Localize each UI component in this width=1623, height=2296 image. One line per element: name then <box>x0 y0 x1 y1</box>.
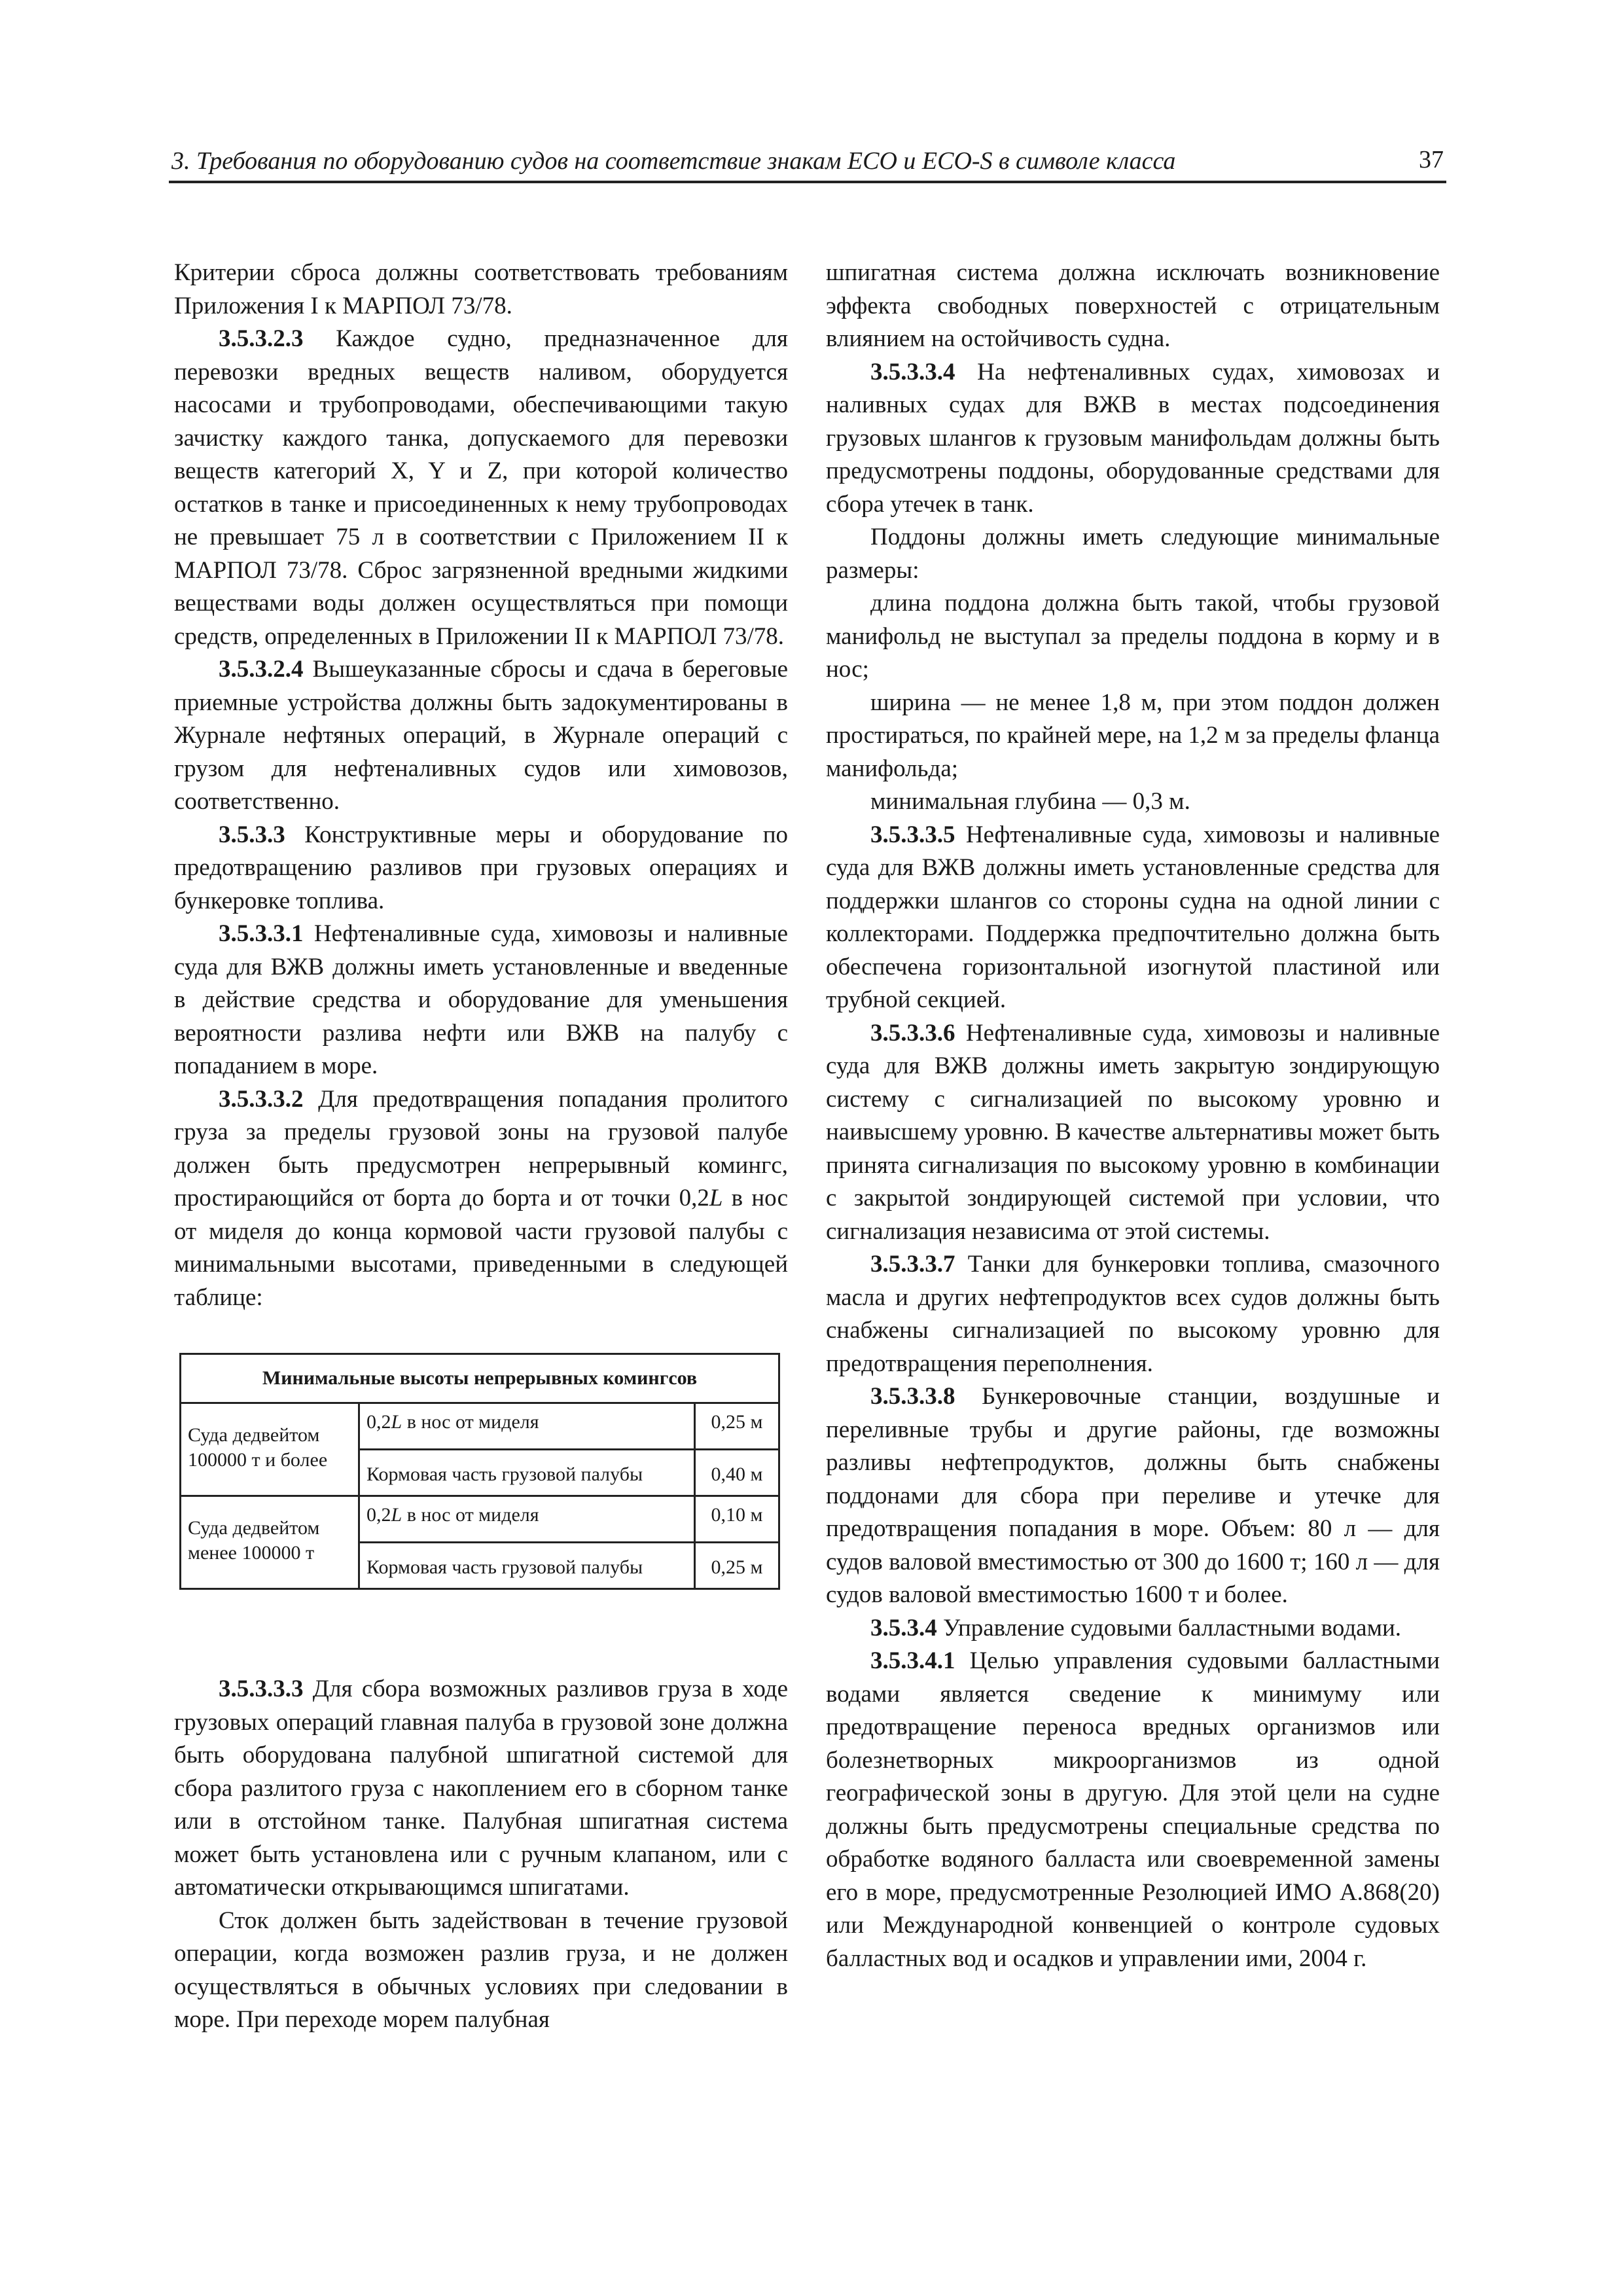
table-group-label: Суда дедвейтом менее 100000 т <box>188 1517 320 1564</box>
section-number: 3.5.3.3.8 <box>870 1383 955 1410</box>
header-title: 3. Требования по оборудованию судов на соответствие знакам ECO и ECO-S в символе класса <box>171 147 1176 175</box>
section-number: 3.5.3.3.4 <box>870 358 955 386</box>
page-number: 37 <box>1419 146 1444 173</box>
section-number: 3.5.3.3.3 <box>219 1676 304 1702</box>
paragraph-3-5-3-4-1: 3.5.3.4.1 Целью управления судовыми балластными водами является сведение к минимуму или предотвращение переноса вредных организмов или болезнетворных микроорганизмов из одной географической зоны в другую. Для этой цели на судне должны быть предусмотрены специальные средства по обработке водяного балласта или своевременной замены его в море, предусмотренные Резолюцией ИМО А.868(20) или Международной конвенцией о контроле судовых балластных вод и осадков и управлении ими, 2004 г. <box>826 1647 1440 1972</box>
table-rule <box>358 1541 778 1543</box>
section-number: 3.5.3.2.3 <box>219 325 304 352</box>
paragraph: Критерии сброса должны соответствовать требованиям Приложения I к МАРПОЛ 73/78. <box>174 259 788 319</box>
section-number: 3.5.3.3.6 <box>870 1019 955 1047</box>
table-group-label: Суда дедвейтом 100000 т и более <box>188 1424 328 1471</box>
section-number: 3.5.3.3.7 <box>870 1251 955 1278</box>
section-number: 3.5.3.3.2 <box>219 1085 304 1113</box>
table-cell-value: 0,40 м <box>711 1463 763 1485</box>
section-number: 3.5.3.4.1 <box>870 1647 955 1674</box>
paragraph-3-5-3-3-6: 3.5.3.3.6 Нефтеналивные суда, химовозы и наливные суда для ВЖВ должны иметь закрытую зондирующую систему с сигнализацией по высокому уровню и наивысшему уровню. В качестве альтернативы может быть принята сигнализация по высокому уровню в комбинации с закрытой зондирующей системой при условии, что сигнализация независима от этой системы. <box>826 1019 1440 1245</box>
paragraph: шпигатная система должна исключать возникновение эффекта свободных поверхностей с отрицательным влиянием на остойчивость судна. <box>826 259 1440 352</box>
paragraph-3-5-3-2-4: 3.5.3.2.4 Вышеуказанные сбросы и сдача в береговые приемные устройства должны быть задокументированы в Журнале нефтяных операций, в Журнале операций с грузом для нефтеналивных судов или химовозов, соответственно. <box>174 656 788 815</box>
table-cell: Кормовая часть грузовой палубы <box>366 1463 643 1485</box>
table-rule <box>181 1495 778 1497</box>
coaming-heights-table <box>179 1353 780 1590</box>
paragraph-3-5-3-3-5: 3.5.3.3.5 Нефтеналивные суда, химовозы и наливные суда для ВЖВ должны иметь установленные средства для поддержки шлангов со стороны судна на одной линии с коллекторами. Поддержка предпочтительно должна быть обеспечена горизонтальной изогнутой пластиной или трубной секцией. <box>826 821 1440 1013</box>
table-cell-value: 0,25 м <box>711 1556 763 1578</box>
paragraph-3-5-3-3-8: 3.5.3.3.8 Бункеровочные станции, воздушные и переливные трубы и другие районы, где возможны разливы нефтепродуктов, должны быть снабжены поддонами для сбора при переливе и утечке для предотвращения попадания в море. Объем: 80 л — для судов валовой вместимостью от 300 до 1600 т; 160 л — для судов валовой вместимостью 1600 т и более. <box>826 1383 1440 1608</box>
table-title: Минимальные высоты непрерывных комингсов <box>181 1355 778 1404</box>
table-cell: 0,2L в нос от миделя <box>366 1411 539 1433</box>
paragraph-3-5-3-4: 3.5.3.4 Управление судовыми балластными водами. <box>870 1614 1402 1641</box>
paragraph: минимальная глубина — 0,3 м. <box>870 788 1190 815</box>
section-number: 3.5.3.4 <box>870 1614 937 1641</box>
paragraph-3-5-3-3-7: 3.5.3.3.7 Танки для бункеровки топлива, смазочного масла и других нефтепродуктов всех судов должны быть снабжены сигнализацией по высокому уровню для предотвращения переполнения. <box>826 1251 1440 1377</box>
section-number: 3.5.3.3 <box>219 821 285 848</box>
paragraph-3-5-3-3-2: 3.5.3.3.2 Для предотвращения попадания пролитого груза за пределы грузовой зоны на грузовой палубе должен быть предусмотрен непрерывный комингс, простирающийся от борта до борта и от точки 0,2L в нос от миделя до конца кормовой части грузовой палубы с минимальными высотами, приведенными в следующей таблице: <box>174 1085 788 1311</box>
section-number: 3.5.3.3.1 <box>219 920 304 947</box>
table-rule <box>358 1448 778 1450</box>
paragraph: Сток должен быть задействован в течение грузовой операции, когда возможен разлив груза, и не должен осуществляться в обычных условиях при следовании в море. При переходе морем палубная <box>174 1907 788 2033</box>
paragraph-3-5-3-3: 3.5.3.3 Конструктивные меры и оборудование по предотвращению разливов при грузовых операциях и бункеровке топлива. <box>174 821 788 914</box>
paragraph-3-5-3-2-3: 3.5.3.2.3 Каждое судно, предназначенное для перевозки вредных веществ наливом, оборудуется насосами и трубопроводами, обеспечивающими такую зачистку каждого танка, допускаемого для перевозки веществ категорий X, Y и Z, при которой количество остатков в танке и присоединенных к нему трубопроводах не превышает 75 л в соответствии с Приложением II к МАРПОЛ 73/78. Сброс загрязненной вредными жидкими веществами воды должен осуществляться при помощи средств, определенных в Приложении II к МАРПОЛ 73/78. <box>174 325 788 650</box>
table-cell-value: 0,10 м <box>711 1504 763 1526</box>
paragraph: длина поддона должна быть такой, чтобы грузовой манифольд не выступал за пределы поддона в корму и в нос; <box>826 590 1440 683</box>
section-number: 3.5.3.2.4 <box>219 656 304 683</box>
table-cell: 0,2L в нос от миделя <box>366 1504 539 1526</box>
left-column-top <box>174 257 788 1314</box>
paragraph: Поддоны должны иметь следующие минимальные размеры: <box>826 524 1440 584</box>
paragraph: ширина — не менее 1,8 м, при этом поддон должен простираться, по крайней мере, на 1,2 м за пределы фланца манифольда; <box>826 689 1440 782</box>
section-number: 3.5.3.3.5 <box>870 821 955 848</box>
paragraph-3-5-3-3-4: 3.5.3.3.4 На нефтеналивных судах, химовозах и наливных судах для ВЖВ в местах подсоединения грузовых шлангов к грузовым манифольдам должны быть предусмотрены поддоны, оборудованные средствами для сбора утечек в танк. <box>826 358 1440 518</box>
running-header <box>169 139 1446 183</box>
table-cell-value: 0,25 м <box>711 1411 763 1433</box>
paragraph-3-5-3-3-3: 3.5.3.3.3 Для сбора возможных разливов груза в ходе грузовых операций главная палуба в грузовой зоне должна быть оборудована палубной шпигатной системой для сбора разлитого груза с накоплением его в сборном танке или в отстойном танке. Палубная шпигатная система может быть установлена или с ручным клапаном, или с автоматически открывающимся шпигатами. <box>174 1676 788 1901</box>
table-cell: Кормовая часть грузовой палубы <box>366 1556 643 1578</box>
right-column <box>826 257 1440 1975</box>
left-column-bottom <box>174 1673 788 2037</box>
paragraph-3-5-3-3-1: 3.5.3.3.1 Нефтеналивные суда, химовозы и наливные суда для ВЖВ должны иметь установленные и введенные в действие средства и оборудование для уменьшения вероятности разлива нефти или ВЖВ на палубу с попаданием в море. <box>174 920 788 1079</box>
